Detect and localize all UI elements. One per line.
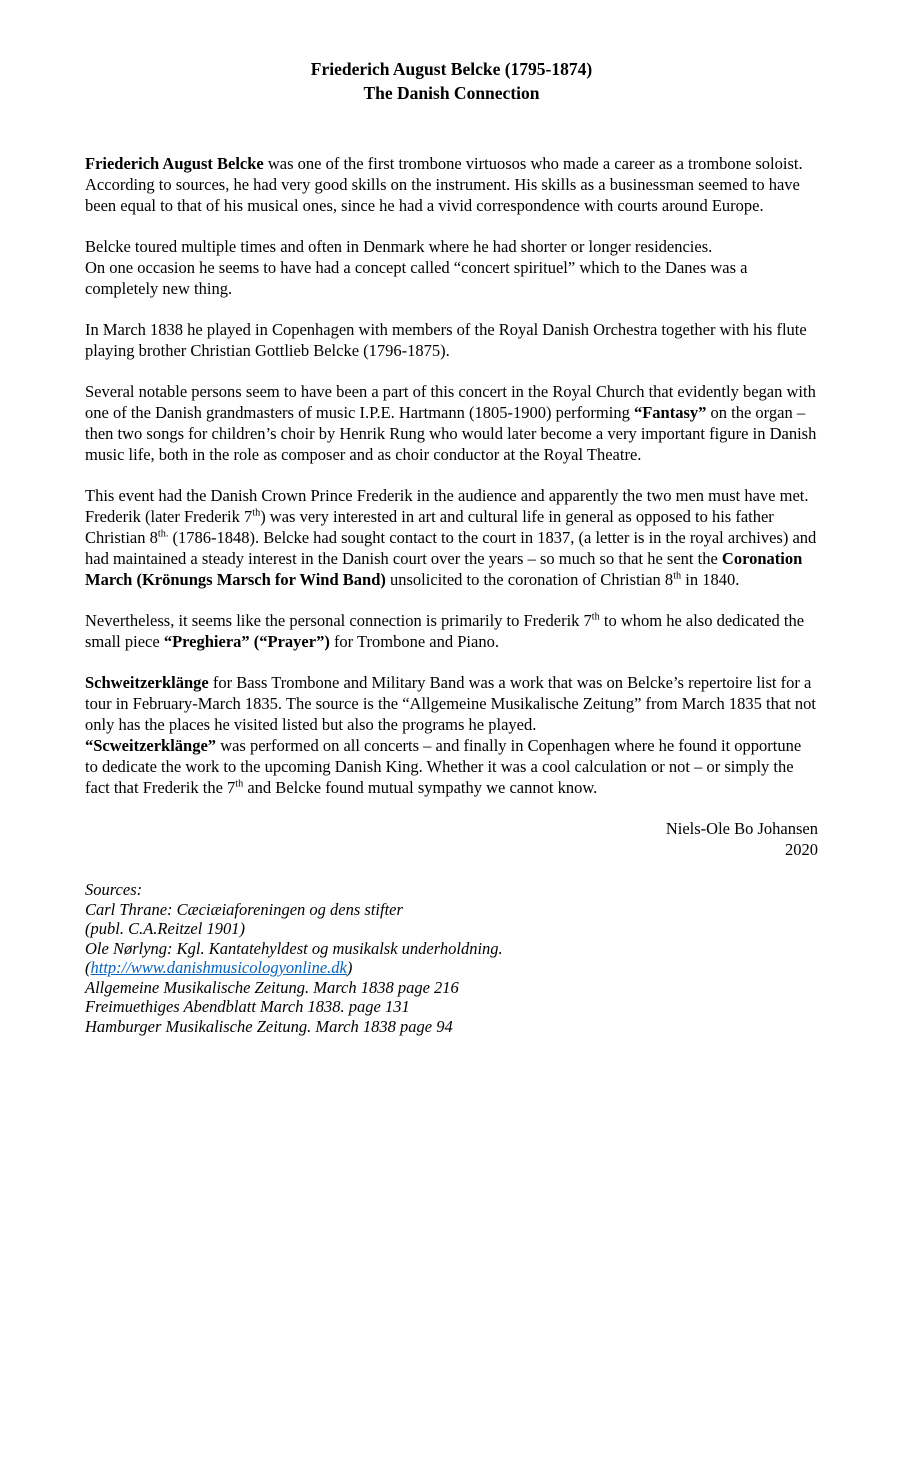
- bold-text-run: Friederich August Belcke: [85, 154, 264, 173]
- text-run: Carl Thrane: Cæciæiaforeningen og dens stifter: [85, 899, 403, 919]
- text-run: unsolicited to the coronation of Christian 8: [385, 570, 674, 589]
- superscript-run: th: [673, 570, 682, 582]
- text-run: This event had the Danish Crown Prince Frederik in the audience and apparently the two men must have met. Frederik (later Frederik 7: [85, 486, 809, 526]
- bold-text-run: Schweitzerklänge: [85, 673, 209, 692]
- text-run: (: [85, 958, 91, 977]
- document-title-line2: The Danish Connection: [363, 83, 540, 103]
- text-run: on the organ – then two songs for children’s choir by Henrik Rung who would later become a very important figure in Danish music life, both in the role as composer and as choir conductor at the Royal Theatre.: [85, 403, 817, 464]
- text-run: for Trombone and Piano.: [329, 632, 499, 651]
- source-hyperlink[interactable]: http://www.danishmusicologyonline.dk: [90, 958, 347, 977]
- paragraph-royal-church-concert: [85, 381, 818, 465]
- text-run: for Bass Trombone and Military Band was a work that was on Belcke’s repertoire list for a tour in February-March 1835. The source is the “Allgemeine Musikalische Zeitung” from March 1835 that not only has the places he visited listed but also the programs he played.: [85, 673, 817, 734]
- bold-text-run: “Fantasy”: [633, 403, 707, 422]
- text-run: Freimuethiges Abendblatt March 1838. page 131: [85, 997, 410, 1016]
- text-run: Nevertheless, it seems like the personal connection is primarily to Frederik 7: [85, 611, 592, 630]
- signature-year: 2020: [785, 840, 818, 859]
- source-line-publisher: [85, 919, 818, 939]
- source-line-hamburger: [85, 1017, 818, 1037]
- text-run: In March 1838 he played in Copenhagen with members of the Royal Danish Orchestra together with his flute playing brother Christian Gottlieb Belcke (1796-1875).: [85, 320, 807, 360]
- text-run: in 1840.: [681, 570, 740, 589]
- superscript-run: th: [591, 611, 600, 623]
- paragraph-preghiera: [85, 610, 818, 652]
- text-run: Belcke toured multiple times and often in Denmark where he had shorter or longer residencies.: [85, 237, 713, 256]
- source-line-freimuethiges: [85, 997, 818, 1017]
- text-run: and Belcke found mutual sympathy we cannot know.: [243, 778, 598, 797]
- text-run: ): [346, 958, 353, 977]
- paragraph-copenhagen-1838: [85, 319, 818, 361]
- text-run: Allgemeine Musikalische Zeitung. March 1838 page 216: [85, 977, 459, 997]
- paragraph-intro: [85, 153, 818, 216]
- text-run: Hamburger Musikalische Zeitung. March 1838 page 94: [85, 1016, 453, 1036]
- bold-text-run: “Preghiera” (“Prayer”): [163, 632, 330, 651]
- document-title-line1: Friederich August Belcke (1795-1874): [310, 59, 593, 79]
- source-line-amz: [85, 978, 818, 998]
- superscript-run: th: [235, 778, 244, 790]
- document-title: [85, 57, 818, 105]
- text-run: Several notable persons seem to have been a part of this concert in the Royal Church that evidently began with one of the Danish grandmasters of music I.P.E. Hartmann (1805-1900) performing: [85, 382, 816, 422]
- text-run: was performed on all concerts – and finally in Copenhagen where he found it opportune to dedicate the work to the upcoming Danish King. Whether it was a cool calculation or not – or simply the fact that Frederik the 7: [85, 736, 802, 797]
- paragraph-touring: [85, 236, 818, 299]
- text-run: (publ. C.A.Reitzel 1901): [85, 919, 245, 938]
- bold-text-run: Coronation March (Krönungs Marsch for Wind Band): [85, 549, 803, 589]
- source-line-norlyng: [85, 939, 818, 959]
- paragraph-schweitzerklaenge: [85, 672, 818, 798]
- bold-text-run: “Scweitzerklänge”: [85, 736, 217, 755]
- paragraph-crown-prince: [85, 485, 818, 590]
- signature-block: [85, 818, 818, 860]
- text-run: to whom he also dedicated the small piece: [85, 611, 805, 651]
- text-run: Sources:: [85, 880, 143, 899]
- text-run: On one occasion he seems to have had a concept called “concert spirituel” which to the Danes was a completely new thing.: [85, 258, 748, 298]
- source-line-thrane: [85, 900, 818, 920]
- text-run: ) was very interested in art and cultural life in general as opposed to his father Christian 8: [85, 507, 774, 547]
- sources-section: [85, 880, 818, 1036]
- superscript-run: th.: [157, 528, 169, 540]
- superscript-run: th: [252, 507, 261, 519]
- source-line-url: [85, 958, 818, 978]
- author-name: Niels-Ole Bo Johansen: [665, 819, 818, 838]
- sources-heading: [85, 880, 818, 900]
- text-run: Ole Nørlyng: Kgl. Kantatehyldest og musikalsk underholdning.: [85, 938, 503, 958]
- text-run: was one of the first trombone virtuosos who made a career as a trombone soloist. According to sources, he had very good skills on the instrument. His skills as a businessman seemed to have been equal to that of his musical ones, since he had a vivid correspondence with courts around Europe.: [85, 154, 803, 215]
- text-run: (1786-1848). Belcke had sought contact to the court in 1837, (a letter is in the royal archives) and had maintained a steady interest in the Danish court over the years – so much so that he sent the: [85, 528, 817, 568]
